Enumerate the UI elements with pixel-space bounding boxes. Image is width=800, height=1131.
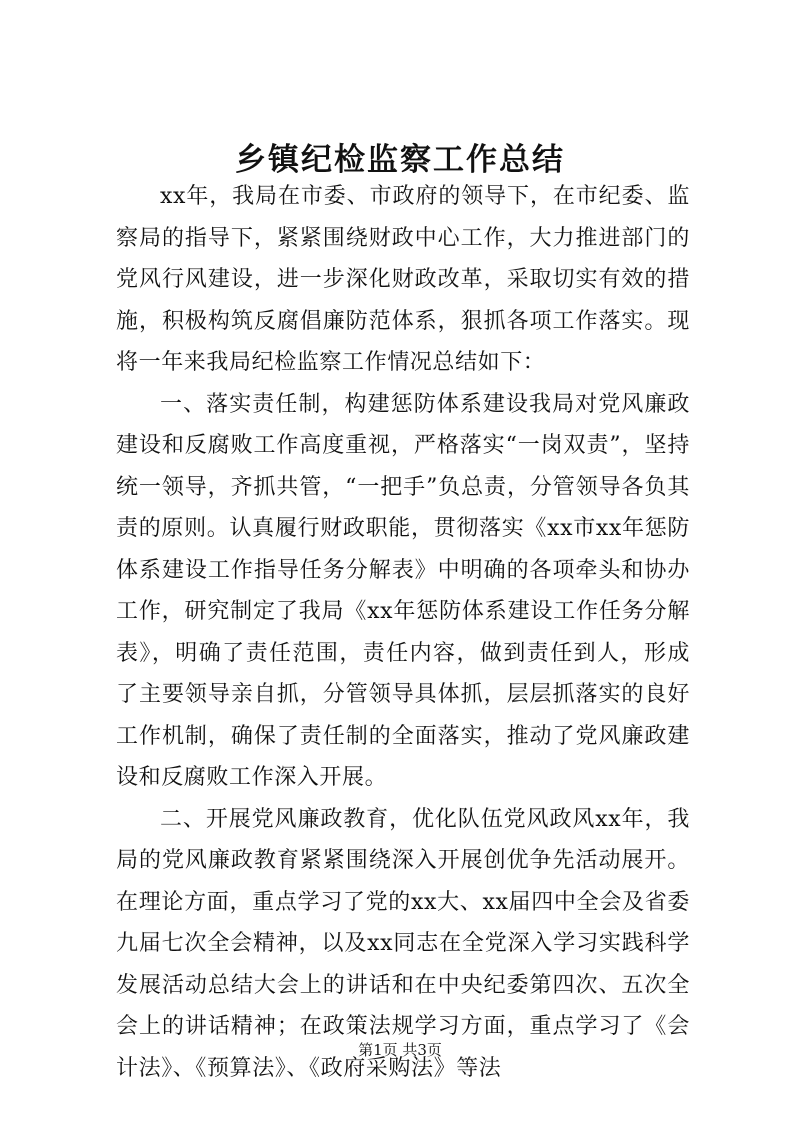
document-body xyxy=(116,176,690,1089)
paragraph-intro: xx年，我局在市委、市政府的领导下，在市纪委、监察局的指导下，紧紧围绕财政中心工作，大力推进部门的党风行风建设，进一步深化财政改革，采取切实有效的措施，积极构筑反腐倡廉防范体系，狠抓各项工作落实。现将一年来我局纪检监察工作情况总结如下： xyxy=(116,184,690,375)
page-number-footer: 第1页 共3页 xyxy=(358,1041,442,1059)
page-title: 乡镇纪检监察工作总结 xyxy=(235,142,565,178)
paragraph-section-1: 一、落实责任制，构建惩防体系建设我局对党风廉政建设和反腐败工作高度重视，严格落实“一岗双责”，坚持统一领导，齐抓共管，“一把手”负总责，分管领导各负其责的原则。认真履行财政职能，贯彻落实《xx市xx年惩防体系建设工作指导任务分解表》中明确的各项牵头和协办工作，研究制定了我局《xx年惩防体系建设工作任务分解表》，明确了责任范围，责任内容，做到责任到人，形成了主要领导亲自抓，分管领导具体抓，层层抓落实的良好工作机制，确保了责任制的全面落实，推动了党风廉政建设和反腐败工作深入开展。 xyxy=(116,391,690,790)
paragraph-section-2: 二、开展党风廉政教育，优化队伍党风政风xx年，我局的党风廉政教育紧紧围绕深入开展创优争先活动展开。在理论方面，重点学习了党的xx大、xx届四中全会及省委九届七次全会精神，以及xx同志在全党深入学习实践科学发展活动总结大会上的讲话和在中央纪委第四次、五次全会上的讲话精神；在政策法规学习方面，重点学习了《会计法》、《预算法》、《政府采购法》等法 xyxy=(116,806,690,1081)
